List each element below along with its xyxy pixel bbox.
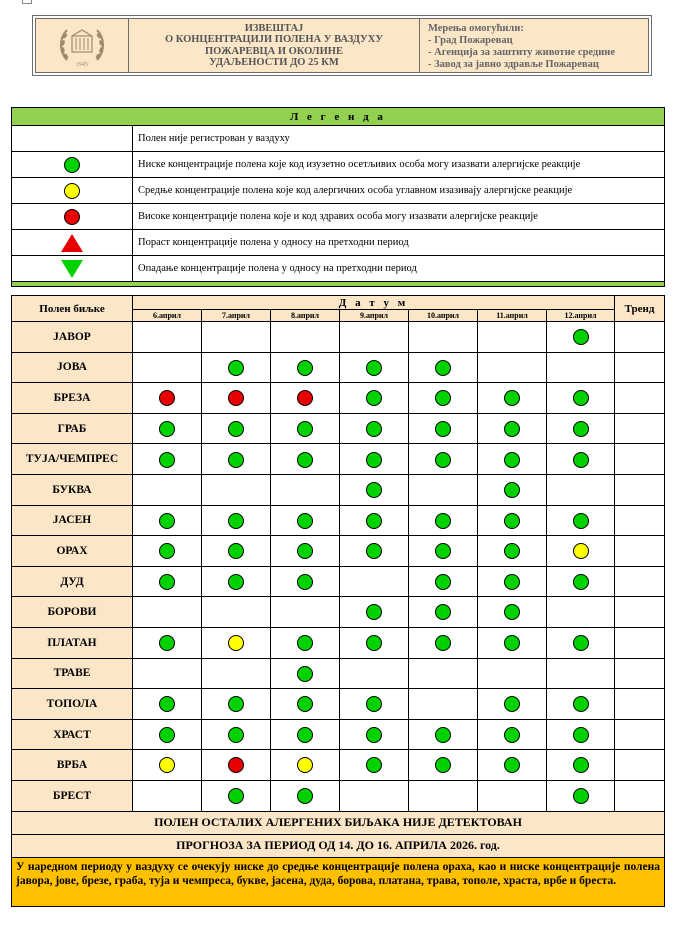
- green-dot-icon: [159, 421, 175, 437]
- green-dot-icon: [504, 604, 520, 620]
- concentration-cell: [340, 322, 409, 353]
- green-dot-icon: [297, 727, 313, 743]
- green-dot-icon: [504, 574, 520, 590]
- green-dot-icon: [573, 788, 589, 804]
- date-header-cell: 6.април: [133, 310, 202, 322]
- green-dot-icon: [228, 452, 244, 468]
- trend-cell: [615, 413, 665, 444]
- green-dot-icon: [366, 421, 382, 437]
- plant-name: ТРАВЕ: [12, 658, 133, 689]
- green-dot-icon: [159, 452, 175, 468]
- legend-row: [12, 178, 665, 204]
- pollen-table: [11, 295, 665, 907]
- concentration-cell: [547, 627, 615, 658]
- concentration-cell: [547, 566, 615, 597]
- green-dot-icon: [435, 757, 451, 773]
- concentration-cell: [202, 444, 271, 475]
- date-header-cell: 7.април: [202, 310, 271, 322]
- concentration-cell: [478, 689, 547, 720]
- concentration-cell: [340, 536, 409, 567]
- trend-cell: [615, 322, 665, 353]
- concentration-cell: [340, 658, 409, 689]
- green-dot-icon: [504, 421, 520, 437]
- concentration-cell: [340, 719, 409, 750]
- partner-line: - Град Пожаревац: [428, 35, 513, 46]
- concentration-cell: [271, 780, 340, 811]
- concentration-cell: [340, 780, 409, 811]
- green-dot-icon: [504, 452, 520, 468]
- green-dot-icon: [573, 452, 589, 468]
- concentration-cell: [409, 750, 478, 781]
- concentration-cell: [271, 444, 340, 475]
- concentration-cell: [340, 597, 409, 628]
- green-dot-icon: [228, 727, 244, 743]
- concentration-cell: [409, 719, 478, 750]
- pollen-row: [12, 750, 665, 781]
- concentration-cell: [271, 566, 340, 597]
- plant-name: БОРОВИ: [12, 597, 133, 628]
- concentration-cell: [133, 536, 202, 567]
- green-dot-icon: [297, 696, 313, 712]
- concentration-cell: [133, 780, 202, 811]
- concentration-cell: [340, 505, 409, 536]
- green-dot-icon: [228, 513, 244, 529]
- legend-row: [12, 204, 665, 230]
- green-dot-icon: [504, 727, 520, 743]
- forecast-text: У наредном периоду у ваздуху се очекују ниске до средње концентрације полена ораха, као и ниске концентрације полена јавора, јове, брезе, граба, туја и чемпреса, букве, јасена, дуда, борова, платана, трава, тополе, храста, врбе и бреста.: [12, 857, 665, 906]
- legend-row: [12, 152, 665, 178]
- concentration-cell: [202, 658, 271, 689]
- concentration-cell: [478, 780, 547, 811]
- green-dot-icon: [297, 574, 313, 590]
- green-dot-icon: [228, 360, 244, 376]
- concentration-cell: [478, 536, 547, 567]
- trend-up-icon: [61, 234, 83, 252]
- trend-cell: [615, 627, 665, 658]
- red-dot-icon: [228, 757, 244, 773]
- concentration-cell: [547, 597, 615, 628]
- trend-cell: [615, 383, 665, 414]
- concentration-cell: [547, 413, 615, 444]
- legend-text: Полен није регистрован у ваздуху: [133, 126, 665, 152]
- green-dot-icon: [366, 513, 382, 529]
- concentration-cell: [202, 474, 271, 505]
- green-dot-icon: [228, 574, 244, 590]
- concentration-cell: [478, 658, 547, 689]
- title-line: ПОЖАРЕВЦА И ОКОЛИНЕ: [205, 45, 343, 57]
- plant-name: ПЛАТАН: [12, 627, 133, 658]
- concentration-cell: [202, 627, 271, 658]
- concentration-cell: [133, 474, 202, 505]
- green-dot-icon: [159, 513, 175, 529]
- red-dot-icon: [64, 209, 80, 225]
- green-dot-icon: [504, 635, 520, 651]
- red-dot-icon: [159, 390, 175, 406]
- concentration-cell: [409, 474, 478, 505]
- pollen-row: [12, 689, 665, 720]
- pollen-row: [12, 536, 665, 567]
- concentration-cell: [133, 413, 202, 444]
- green-dot-icon: [504, 757, 520, 773]
- partner-line: - Агенција за заштиту животне средине: [428, 47, 616, 58]
- concentration-cell: [547, 750, 615, 781]
- green-dot-icon: [159, 574, 175, 590]
- green-dot-icon: [435, 452, 451, 468]
- pollen-row: [12, 566, 665, 597]
- concentration-cell: [409, 413, 478, 444]
- plant-name: ТУЈА/ЧЕМПРЕС: [12, 444, 133, 475]
- trend-cell: [615, 780, 665, 811]
- legend-divider: [12, 282, 665, 287]
- concentration-cell: [271, 536, 340, 567]
- trend-cell: [615, 444, 665, 475]
- trend-cell: [615, 597, 665, 628]
- concentration-cell: [340, 413, 409, 444]
- green-dot-icon: [297, 788, 313, 804]
- concentration-cell: [409, 352, 478, 383]
- green-dot-icon: [366, 543, 382, 559]
- date-header-cell: 10.април: [409, 310, 478, 322]
- trend-cell: [615, 689, 665, 720]
- plant-name: БУКВА: [12, 474, 133, 505]
- concentration-cell: [409, 505, 478, 536]
- green-dot-icon: [159, 727, 175, 743]
- trend-cell: [615, 658, 665, 689]
- green-dot-icon: [435, 543, 451, 559]
- concentration-cell: [133, 658, 202, 689]
- concentration-cell: [271, 413, 340, 444]
- concentration-cell: [133, 597, 202, 628]
- legend-row: [12, 256, 665, 282]
- green-dot-icon: [366, 604, 382, 620]
- title-line: ИЗВЕШТАЈ: [244, 22, 304, 34]
- concentration-cell: [202, 352, 271, 383]
- green-dot-icon: [366, 452, 382, 468]
- concentration-cell: [340, 750, 409, 781]
- green-dot-icon: [297, 452, 313, 468]
- date-header-cell: 11.април: [478, 310, 547, 322]
- concentration-cell: [202, 719, 271, 750]
- green-dot-icon: [366, 360, 382, 376]
- concentration-cell: [478, 627, 547, 658]
- concentration-cell: [271, 719, 340, 750]
- green-dot-icon: [366, 390, 382, 406]
- other-allergens-note: ПОЛЕН ОСТАЛИХ АЛЕРГЕНИХ БИЉАКА НИЈЕ ДЕТЕКТОВАН: [12, 811, 665, 834]
- concentration-cell: [547, 780, 615, 811]
- date-column-header: Д а т у м: [133, 296, 615, 310]
- concentration-cell: [202, 413, 271, 444]
- pollen-row: [12, 413, 665, 444]
- legend-text: Високе концентрације полена које и код здравих особа могу изазвати алергијске реакције: [133, 204, 665, 230]
- concentration-cell: [133, 627, 202, 658]
- concentration-cell: [409, 566, 478, 597]
- red-dot-icon: [297, 390, 313, 406]
- pollen-row: [12, 352, 665, 383]
- concentration-cell: [202, 750, 271, 781]
- green-dot-icon: [435, 513, 451, 529]
- pollen-row: [12, 383, 665, 414]
- legend-text: Средње концентрације полена које код алергичних особа углавном изазивају алергијске реакције: [133, 178, 665, 204]
- green-dot-icon: [366, 635, 382, 651]
- green-dot-icon: [573, 513, 589, 529]
- pollen-row: [12, 719, 665, 750]
- concentration-cell: [478, 383, 547, 414]
- plant-name: ЈАСЕН: [12, 505, 133, 536]
- concentration-cell: [133, 689, 202, 720]
- trend-cell: [615, 474, 665, 505]
- green-dot-icon: [504, 513, 520, 529]
- green-dot-icon: [297, 635, 313, 651]
- concentration-cell: [547, 689, 615, 720]
- concentration-cell: [340, 444, 409, 475]
- report-title: [129, 19, 420, 72]
- concentration-cell: [271, 750, 340, 781]
- concentration-cell: [271, 505, 340, 536]
- concentration-cell: [547, 536, 615, 567]
- trend-column-header: Тренд: [615, 296, 665, 322]
- green-dot-icon: [228, 788, 244, 804]
- concentration-cell: [271, 383, 340, 414]
- legend-table: [11, 107, 665, 287]
- green-dot-icon: [435, 727, 451, 743]
- concentration-cell: [202, 383, 271, 414]
- concentration-cell: [409, 322, 478, 353]
- concentration-cell: [478, 750, 547, 781]
- concentration-cell: [271, 627, 340, 658]
- concentration-cell: [478, 413, 547, 444]
- green-dot-icon: [573, 757, 589, 773]
- green-dot-icon: [297, 543, 313, 559]
- concentration-cell: [478, 566, 547, 597]
- concentration-cell: [340, 627, 409, 658]
- concentration-cell: [478, 505, 547, 536]
- concentration-cell: [133, 322, 202, 353]
- trend-cell: [615, 505, 665, 536]
- plant-name: ЈАВОР: [12, 322, 133, 353]
- green-dot-icon: [228, 543, 244, 559]
- svg-text:1945: 1945: [76, 61, 88, 68]
- concentration-cell: [547, 444, 615, 475]
- concentration-cell: [547, 383, 615, 414]
- pollen-row: [12, 658, 665, 689]
- concentration-cell: [271, 597, 340, 628]
- green-dot-icon: [573, 574, 589, 590]
- concentration-cell: [547, 322, 615, 353]
- pollen-row: [12, 444, 665, 475]
- concentration-cell: [478, 322, 547, 353]
- trend-cell: [615, 536, 665, 567]
- concentration-cell: [547, 352, 615, 383]
- concentration-cell: [271, 658, 340, 689]
- yellow-dot-icon: [297, 757, 313, 773]
- legend-row: [12, 126, 665, 152]
- concentration-cell: [547, 719, 615, 750]
- title-line: УДАЉЕНОСТИ ДО 25 КМ: [209, 57, 339, 68]
- concentration-cell: [478, 474, 547, 505]
- report-header: [32, 15, 652, 76]
- yellow-dot-icon: [573, 543, 589, 559]
- green-dot-icon: [435, 635, 451, 651]
- concentration-cell: [340, 689, 409, 720]
- concentration-cell: [133, 444, 202, 475]
- concentration-cell: [202, 536, 271, 567]
- plant-name: ТОПОЛА: [12, 689, 133, 720]
- trend-down-icon: [61, 260, 83, 278]
- green-dot-icon: [159, 543, 175, 559]
- concentration-cell: [340, 383, 409, 414]
- plant-name: ЈОВА: [12, 352, 133, 383]
- concentration-cell: [409, 689, 478, 720]
- title-line: О КОНЦЕНТРАЦИЈИ ПОЛЕНА У ВАЗДУХУ: [164, 34, 384, 45]
- concentration-cell: [547, 658, 615, 689]
- concentration-cell: [271, 352, 340, 383]
- green-dot-icon: [297, 421, 313, 437]
- pollen-row: [12, 474, 665, 505]
- laurel-logo-icon: [55, 22, 109, 70]
- concentration-cell: [271, 322, 340, 353]
- green-dot-icon: [297, 513, 313, 529]
- legend-row: [12, 230, 665, 256]
- concentration-cell: [478, 444, 547, 475]
- trend-cell: [615, 566, 665, 597]
- green-dot-icon: [366, 727, 382, 743]
- green-dot-icon: [228, 696, 244, 712]
- concentration-cell: [409, 383, 478, 414]
- plant-name: ДУД: [12, 566, 133, 597]
- date-header-cell: 9.април: [340, 310, 409, 322]
- legend-text: Пораст концентрације полена у односу на претходни период: [133, 230, 665, 256]
- concentration-cell: [478, 597, 547, 628]
- plant-name: БРЕЗА: [12, 383, 133, 414]
- partner-line: Мерења омогућили:: [428, 23, 524, 34]
- concentration-cell: [340, 474, 409, 505]
- green-dot-icon: [573, 727, 589, 743]
- green-dot-icon: [504, 482, 520, 498]
- measurement-partners: [420, 19, 648, 72]
- green-dot-icon: [366, 696, 382, 712]
- concentration-cell: [202, 322, 271, 353]
- concentration-cell: [409, 536, 478, 567]
- concentration-cell: [409, 780, 478, 811]
- green-dot-icon: [297, 666, 313, 682]
- green-dot-icon: [64, 157, 80, 173]
- legend-text: Опадање концентрације полена у односу на претходни период: [133, 256, 665, 282]
- concentration-cell: [409, 627, 478, 658]
- concentration-cell: [478, 352, 547, 383]
- concentration-cell: [478, 719, 547, 750]
- date-header-cell: 8.април: [271, 310, 340, 322]
- green-dot-icon: [573, 390, 589, 406]
- trend-cell: [615, 750, 665, 781]
- partner-line: - Завод за јавно здравље Пожаревац: [428, 59, 599, 70]
- concentration-cell: [202, 780, 271, 811]
- page-corner-mark: [22, 0, 32, 4]
- concentration-cell: [409, 658, 478, 689]
- plant-column-header: Полен биљке: [12, 296, 133, 322]
- concentration-cell: [133, 750, 202, 781]
- concentration-cell: [340, 566, 409, 597]
- green-dot-icon: [504, 390, 520, 406]
- concentration-cell: [202, 505, 271, 536]
- pollen-row: [12, 627, 665, 658]
- legend-text: Ниске концентрације полена које код изузетно осетљивих особа могу изазвати алергијске реакције: [133, 152, 665, 178]
- concentration-cell: [202, 597, 271, 628]
- concentration-cell: [202, 689, 271, 720]
- forecast-title: ПРОГНОЗА ЗА ПЕРИОД ОД 14. ДО 16. АПРИЛА 2026. год.: [12, 834, 665, 857]
- red-dot-icon: [228, 390, 244, 406]
- concentration-cell: [271, 474, 340, 505]
- concentration-cell: [133, 352, 202, 383]
- green-dot-icon: [504, 543, 520, 559]
- green-dot-icon: [435, 421, 451, 437]
- concentration-cell: [133, 719, 202, 750]
- green-dot-icon: [504, 696, 520, 712]
- yellow-dot-icon: [159, 757, 175, 773]
- plant-name: ХРАСТ: [12, 719, 133, 750]
- yellow-dot-icon: [228, 635, 244, 651]
- yellow-dot-icon: [64, 183, 80, 199]
- green-dot-icon: [159, 635, 175, 651]
- green-dot-icon: [435, 574, 451, 590]
- institute-logo: [36, 19, 129, 72]
- concentration-cell: [133, 383, 202, 414]
- concentration-cell: [547, 474, 615, 505]
- plant-name: ВРБА: [12, 750, 133, 781]
- green-dot-icon: [573, 329, 589, 345]
- plant-name: БРЕСТ: [12, 780, 133, 811]
- green-dot-icon: [435, 604, 451, 620]
- concentration-cell: [340, 352, 409, 383]
- pollen-row: [12, 597, 665, 628]
- concentration-cell: [133, 566, 202, 597]
- green-dot-icon: [573, 421, 589, 437]
- plant-name: ОРАХ: [12, 536, 133, 567]
- concentration-cell: [133, 505, 202, 536]
- concentration-cell: [409, 597, 478, 628]
- green-dot-icon: [435, 360, 451, 376]
- pollen-row: [12, 505, 665, 536]
- green-dot-icon: [366, 482, 382, 498]
- trend-cell: [615, 719, 665, 750]
- pollen-row: [12, 322, 665, 353]
- trend-cell: [615, 352, 665, 383]
- green-dot-icon: [573, 696, 589, 712]
- plant-name: ГРАБ: [12, 413, 133, 444]
- pollen-row: [12, 780, 665, 811]
- green-dot-icon: [366, 757, 382, 773]
- concentration-cell: [271, 689, 340, 720]
- green-dot-icon: [573, 635, 589, 651]
- green-dot-icon: [435, 390, 451, 406]
- legend-title: Л е г е н д а: [12, 108, 665, 126]
- green-dot-icon: [297, 360, 313, 376]
- date-header-cell: 12.април: [547, 310, 615, 322]
- concentration-cell: [409, 444, 478, 475]
- concentration-cell: [547, 505, 615, 536]
- green-dot-icon: [159, 696, 175, 712]
- legend-symbol-none: [12, 126, 133, 152]
- concentration-cell: [202, 566, 271, 597]
- green-dot-icon: [228, 421, 244, 437]
